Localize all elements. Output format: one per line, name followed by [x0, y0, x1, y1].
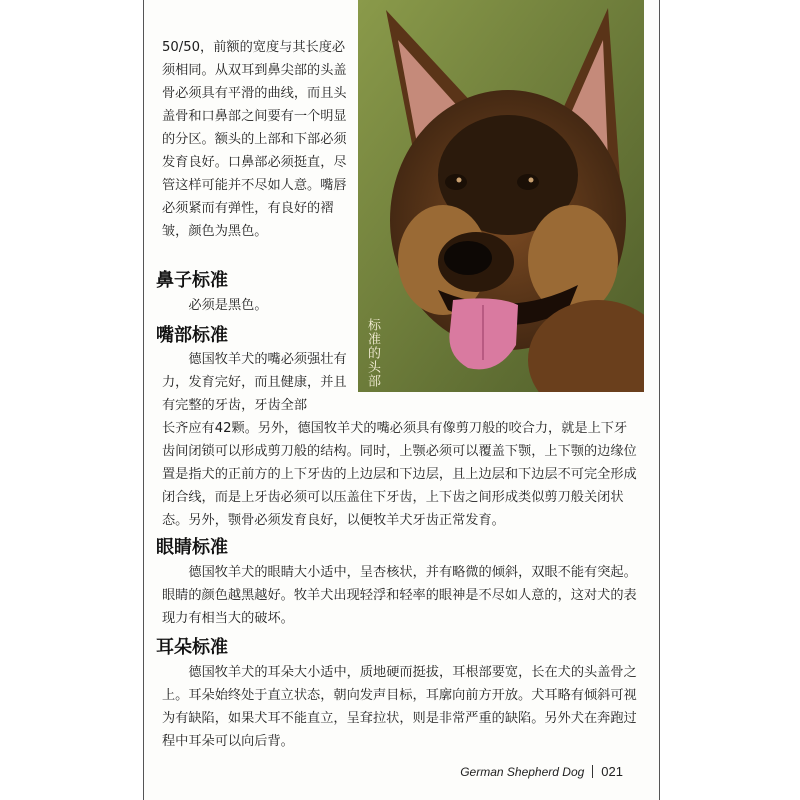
- book-page: [143, 0, 660, 800]
- footer-divider: [592, 765, 593, 778]
- heading-ears: 耳朵标准: [156, 637, 228, 658]
- footer-book-title: German Shepherd Dog: [460, 765, 585, 779]
- german-shepherd-photo: [358, 0, 644, 392]
- photo-caption: 标准的头部: [365, 318, 380, 388]
- dog-head-illustration: [358, 0, 644, 392]
- paragraph-mouth-part2: 长齐应有42颗。另外，德国牧羊犬的嘴必须具有像剪刀般的咬合力，就是上下牙齿间闭锁可以形成剪刀般的结构。同时，上颚必须可以覆盖下颚，上下颚的边缘位置是指犬的正前方的上下牙齿的上边层和下边层，且上边层和下边层不可完全形成闭合线，而是上牙齿必须可以压盖住下牙齿，上下齿之间形成类似剪刀般关闭状态。另外，颚骨必须发育良好，以便牧羊犬牙齿正常发育。: [162, 421, 637, 528]
- heading-nose: 鼻子标准: [156, 270, 228, 291]
- intro-paragraph: 50/50，前额的宽度与其长度必须相同。从双耳到鼻尖部的头盖骨必须具有平滑的曲线，而且头盖骨和口鼻部之间要有一个明显的分区。额头的上部和下部必须发育良好。口鼻部必须挺直，尽管这样可能并不尽如人意。嘴唇必须紧而有弹性，有良好的褶皱，颜色为黑色。: [162, 40, 347, 239]
- paragraph-nose: 必须是黑色。: [188, 298, 268, 313]
- paragraph-eyes: 德国牧羊犬的眼睛大小适中，呈杏核状，并有略微的倾斜，双眼不能有突起。眼睛的颜色越黑越好。牧羊犬出现轻浮和轻率的眼神是不尽如人意的，这对犬的表现力有相当大的破坏。: [162, 565, 637, 626]
- page-footer: [460, 764, 623, 779]
- paragraph-mouth-part1: 德国牧羊犬的嘴必须强壮有力，发育完好，而且健康，并且有完整的牙齿，牙齿全部: [162, 352, 347, 413]
- heading-mouth: 嘴部标准: [156, 325, 228, 346]
- page-number: 021: [601, 764, 623, 779]
- paragraph-ears: 德国牧羊犬的耳朵大小适中，质地硬而挺拔，耳根部要宽，长在犬的头盖骨之上。耳朵始终处于直立状态，朝向发声目标，耳廓向前方开放。犬耳略有倾斜可视为有缺陷，如果犬耳不能直立，呈耷拉状，则是非常严重的缺陷。另外犬在奔跑过程中耳朵可以向后背。: [162, 665, 637, 749]
- heading-eyes: 眼睛标准: [156, 537, 228, 558]
